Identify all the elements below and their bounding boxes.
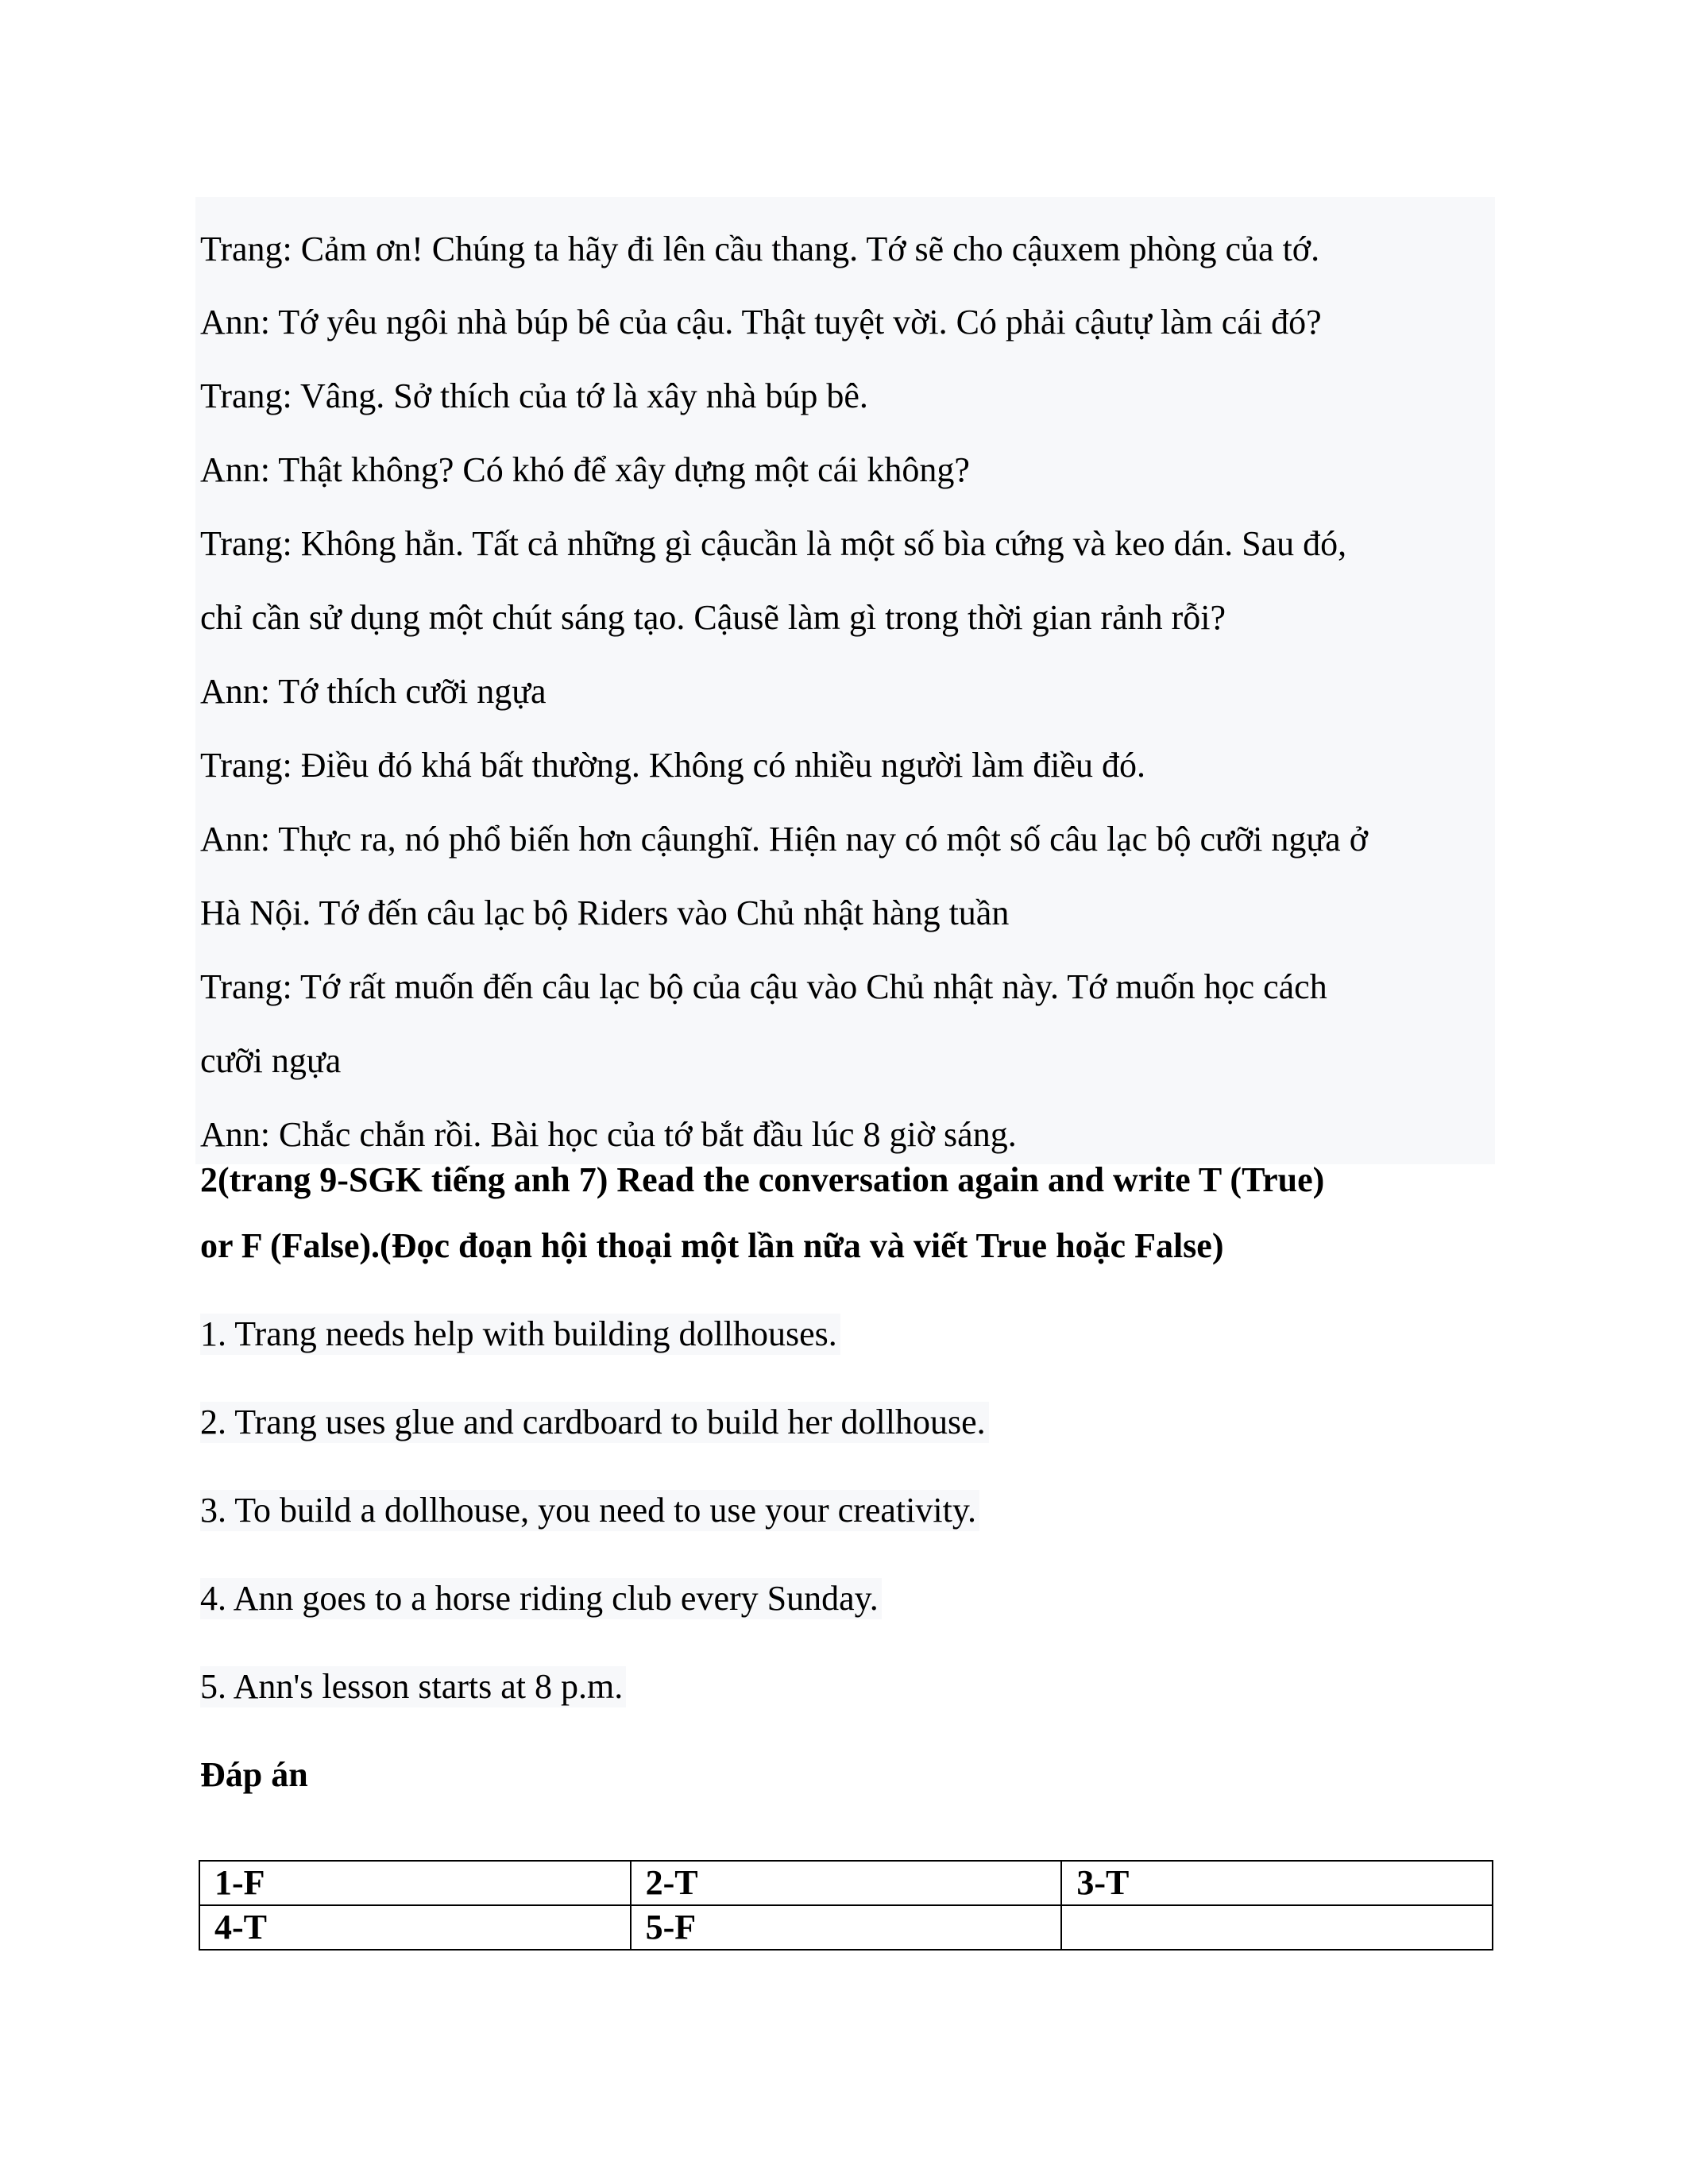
table-row xyxy=(199,1905,1493,1950)
dialogue-line: chỉ cần sử dụng một chút sáng tạo. Cậusẽ làm gì trong thời gian rảnh rỗi? xyxy=(200,598,1226,637)
dialogue-line: Hà Nội. Tớ đến câu lạc bộ Riders vào Chủ nhật hàng tuần xyxy=(200,893,1010,932)
answer-cell: 4-T xyxy=(199,1905,631,1950)
dialogue-line: Ann: Tớ yêu ngôi nhà búp bê của cậu. Thật tuyệt vời. Có phải cậutự làm cái đó? xyxy=(200,303,1322,341)
answers-title: Đáp án xyxy=(200,1755,308,1794)
exercise-heading-line2: or F (False).(Đọc đoạn hội thoại một lần nữa và viết True hoặc False) xyxy=(200,1226,1224,1265)
table-row xyxy=(199,1861,1493,1905)
answer-cell: 3-T xyxy=(1061,1861,1493,1905)
statement-5: 5. Ann's lesson starts at 8 p.m. xyxy=(200,1666,626,1707)
dialogue-line: Ann: Thực ra, nó phổ biến hơn cậunghĩ. Hiện nay có một số câu lạc bộ cưỡi ngựa ở xyxy=(200,820,1368,859)
answer-table xyxy=(199,1860,1493,1951)
exercise-heading-line1: 2(trang 9-SGK tiếng anh 7) Read the conversation again and write T (True) xyxy=(200,1160,1325,1199)
dialogue-line: Trang: Vâng. Sở thích của tớ là xây nhà búp bê. xyxy=(200,376,868,415)
dialogue-line: Trang: Cảm ơn! Chúng ta hãy đi lên cầu thang. Tớ sẽ cho cậuxem phòng của tớ. xyxy=(200,230,1320,268)
statement-2: 2. Trang uses glue and cardboard to build her dollhouse. xyxy=(200,1402,989,1443)
dialogue-line: Ann: Tớ thích cưỡi ngựa xyxy=(200,672,547,711)
dialogue-line: Ann: Thật không? Có khó để xây dựng một cái không? xyxy=(200,450,970,489)
statement-3: 3. To build a dollhouse, you need to use your creativity. xyxy=(200,1490,979,1531)
dialogue-line: cưỡi ngựa xyxy=(200,1041,342,1080)
answer-cell: 2-T xyxy=(631,1861,1062,1905)
statement-4: 4. Ann goes to a horse riding club every Sunday. xyxy=(200,1578,882,1619)
dialogue-line: Ann: Chắc chắn rồi. Bài học của tớ bắt đầu lúc 8 giờ sáng. xyxy=(200,1115,1017,1154)
dialogue-line: Trang: Điều đó khá bất thường. Không có nhiều người làm điều đó. xyxy=(200,746,1146,785)
statement-1: 1. Trang needs help with building dollhouses. xyxy=(200,1314,840,1355)
dialogue-line: Trang: Không hẳn. Tất cả những gì cậucần là một số bìa cứng và keo dán. Sau đó, xyxy=(200,524,1347,563)
answer-cell: 5-F xyxy=(631,1905,1062,1950)
answer-cell xyxy=(1061,1905,1493,1950)
dialogue-line: Trang: Tớ rất muốn đến câu lạc bộ của cậu vào Chủ nhật này. Tớ muốn học cách xyxy=(200,967,1327,1006)
answer-cell: 1-F xyxy=(199,1861,631,1905)
